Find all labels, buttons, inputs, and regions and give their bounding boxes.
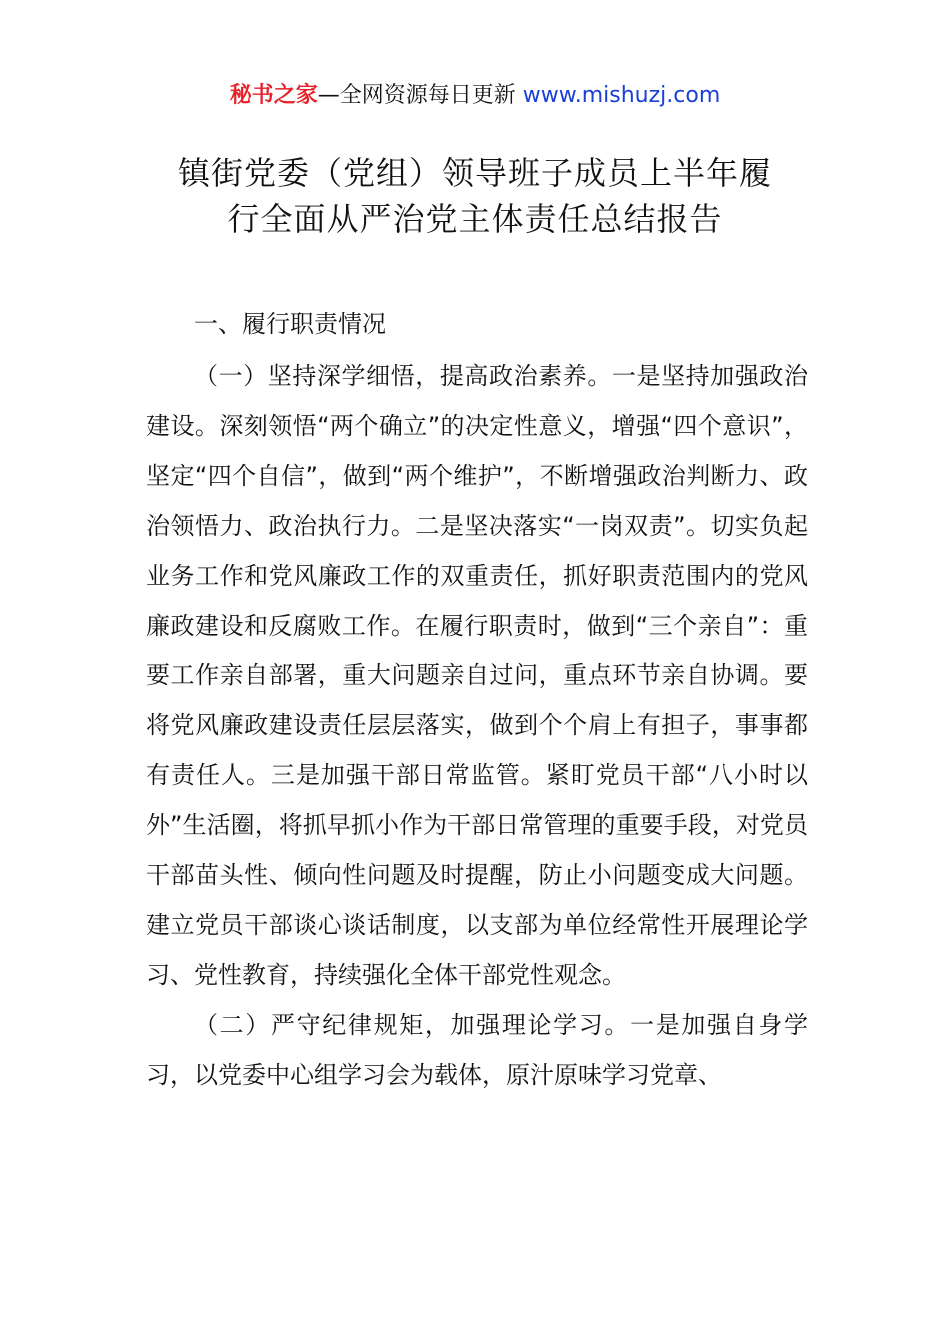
body-paragraph-1: （一）坚持深学细悟，提高政治素养。一是坚持加强政治建设。深刻领悟“两个确立”的决定性意义，增强“四个意识”，坚定“四个自信”，做到“两个维护”，不断增强政治判断力、政治领悟力、政治执行力。二是坚决落实“一岗双责”。切实负起业务工作和党风廉政工作的双重责任，抓好职责范围内的党风廉政建设和反腐败工作。在履行职责时，做到“三个亲自”：重要工作亲自部署，重大问题亲自过问，重点环节亲自协调。要将党风廉政建设责任层层落实，做到个个肩上有担子，事事都有责任人。三是加强干部日常监管。紧盯党员干部“八小时以外”生活圈，将抓早抓小作为干部日常管理的重要手段，对党员干部苗头性、倾向性问题及时提醒，防止小问题变成大问题。建立党员干部谈心谈话制度，以支部为单位经常性开展理论学习、党性教育，持续强化全体干部党性观念。 (146, 362, 808, 989)
site-url-link[interactable]: www.mishuzj.com (522, 83, 721, 108)
document-title (120, 150, 830, 242)
document-title-line-1: 镇街党委（党组）领导班子成员上半年履 (177, 154, 772, 192)
section-heading: 一、履行职责情况 (194, 310, 386, 338)
site-header (0, 80, 950, 112)
site-brand: 秘书之家 (229, 83, 318, 108)
site-tagline: —全网资源每日更新 (317, 83, 523, 108)
document-body (146, 302, 808, 1101)
document-title-line-2: 行全面从严治党主体责任总结报告 (227, 200, 723, 238)
body-paragraph-2: （二）严守纪律规矩，加强理论学习。一是加强自身学习，以党委中心组学习会为载体，原汁原味学习党章、 (146, 1010, 808, 1089)
